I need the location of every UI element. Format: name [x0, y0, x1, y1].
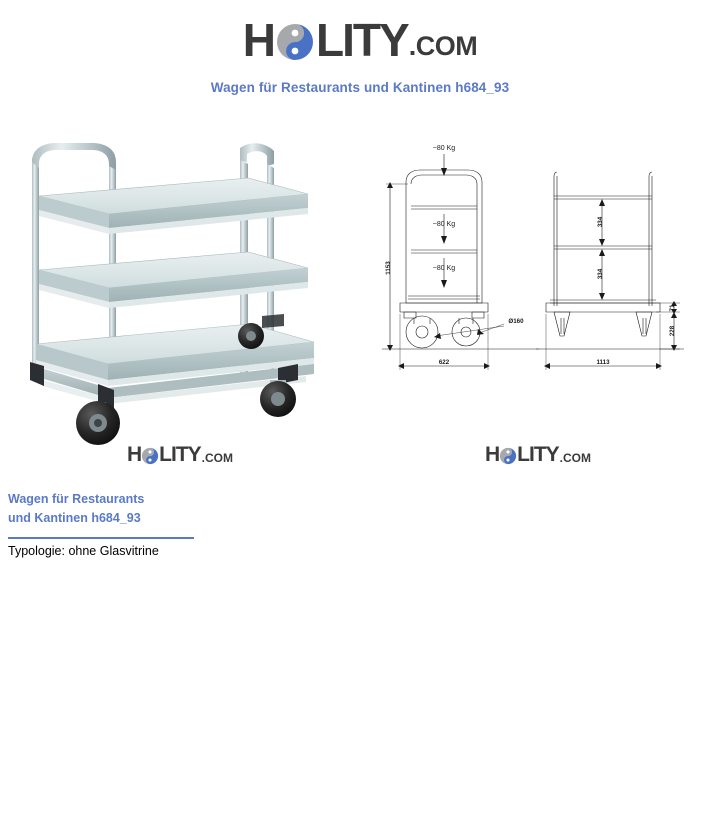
- dimension-base-height: 71: [669, 304, 676, 312]
- drawing-watermark: [364, 444, 712, 466]
- dimension-total-height: 1153: [385, 261, 392, 275]
- dimension-shelf-gap-upper: 334: [597, 216, 604, 228]
- dimension-wheel-diameter: Ø160: [508, 318, 524, 325]
- watermark-letter-h: H: [484, 443, 500, 466]
- section-divider: [8, 537, 194, 539]
- load-label-bottom: ~80 Kg: [432, 265, 456, 272]
- holity-yin-yang-o-icon: [499, 447, 517, 465]
- load-label-top: ~80 Kg: [432, 145, 456, 152]
- holity-yin-yang-o-icon: [275, 22, 315, 62]
- logo-letter-h: H: [242, 14, 275, 66]
- watermark-wordmark: [485, 444, 591, 465]
- technical-drawing[interactable]: [364, 118, 712, 468]
- load-label-middle: ~80 Kg: [432, 221, 456, 228]
- watermark-wordmark: [127, 444, 233, 465]
- watermark-suffix-com: .COM: [201, 450, 233, 465]
- product-photo[interactable]: [8, 118, 352, 468]
- holity-yin-yang-o-icon: [141, 447, 159, 465]
- dimension-ground-clearance: 228: [669, 325, 676, 337]
- typology-label: Typologie: ohne Glasvitrine: [8, 543, 159, 558]
- media-row: [0, 118, 720, 468]
- logo-suffix-com: .COM: [408, 30, 478, 61]
- dimension-side-width: 1113: [596, 359, 610, 366]
- site-logo-header[interactable]: [0, 16, 720, 64]
- page-title: Wagen für Restaurants und Kantinen h684_93: [210, 80, 510, 95]
- dimension-shelf-gap-lower: 334: [597, 268, 604, 280]
- logo-wordmark[interactable]: [243, 16, 477, 64]
- dimension-front-width: 622: [438, 359, 450, 366]
- logo-letters-lity: LITY: [316, 14, 408, 66]
- technical-drawing-image: [364, 118, 694, 438]
- photo-watermark: [8, 444, 352, 466]
- product-title-line-2: und Kantinen h684_93: [8, 510, 141, 525]
- watermark-letters-lity: LITY: [517, 443, 559, 466]
- product-title: [8, 490, 223, 528]
- watermark-letter-h: H: [126, 443, 142, 466]
- product-photo-image: [8, 118, 352, 446]
- product-title-line-1: Wagen für Restaurants: [8, 492, 145, 506]
- product-info-block: [8, 490, 338, 558]
- watermark-letters-lity: LITY: [159, 443, 201, 466]
- watermark-suffix-com: .COM: [559, 450, 591, 465]
